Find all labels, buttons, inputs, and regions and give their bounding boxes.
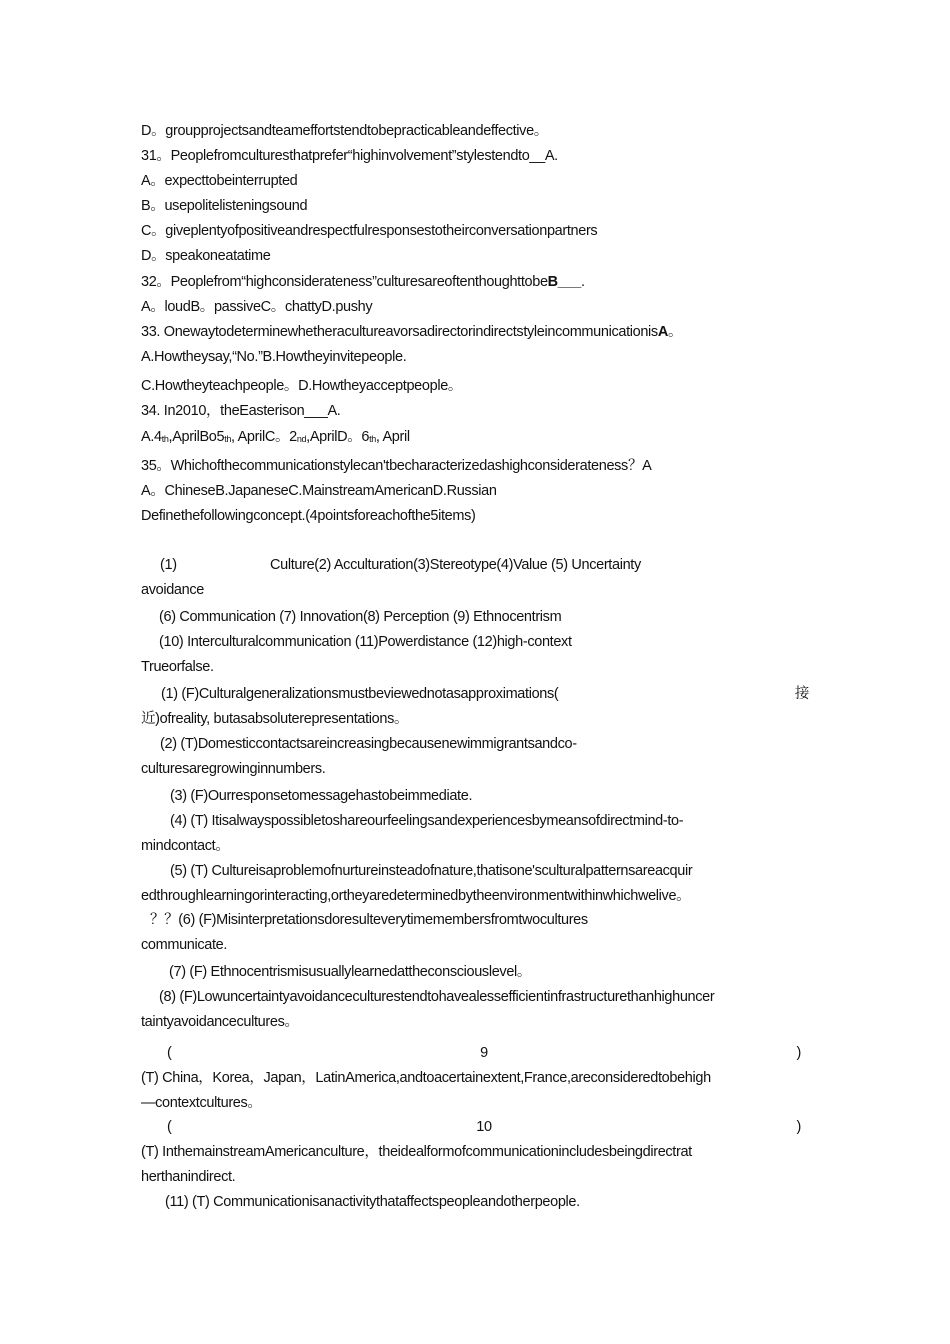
define-heading: Definethefollowingconcept.(4pointsforeachofthe5items) <box>141 508 476 524</box>
tf-item-10-number-line <box>141 1118 809 1136</box>
tf-item-9-number: 9 <box>480 1045 488 1061</box>
tf-item-1 <box>141 685 809 703</box>
q34-ordinal: th <box>161 434 169 444</box>
q34-stem: 34. In2010，theEasterison___A. <box>141 403 341 419</box>
q34-options <box>141 428 410 448</box>
q35-options: A。ChineseB.JapaneseC.MainstreamAmericanD.Russian <box>141 483 497 499</box>
q33-stem-text: 33. Onewaytodeterminewhetheracultureavorsadirectorindirectstyleincommunicationis <box>141 324 658 340</box>
tf-item-9-number-line <box>141 1044 809 1062</box>
tf-item-6: ？？(6) (F)Misinterpretationsdoresulteverytimemembersfromtwocultures <box>150 912 588 928</box>
q34-option-seg: , AprilC。2 <box>231 429 297 445</box>
tf-item-10-close: ) <box>796 1119 801 1135</box>
q32-options: A。loudB。passiveC。chattyD.pushy <box>141 299 373 315</box>
tf-item-4-continuation: mindcontact。 <box>141 838 230 854</box>
define-row2-terms: (6) Communication (7) Innovation(8) Perception (9) Ethnocentrism <box>159 609 562 625</box>
tf-item-1-right: 接 <box>794 686 809 702</box>
tf-item-5-continuation: edthroughlearningorinteracting,ortheyaredeterminedbytheenvironmentwithinwhichwelive。 <box>141 888 691 904</box>
tf-item-10: (T) InthemainstreamAmericanculture，theidealformofcommunicationincludesbeingdirectrat <box>141 1144 692 1160</box>
q30-option-d: D。groupprojectsandteameffortstendtobepracticableandeffective。 <box>141 123 548 139</box>
tf-item-2-continuation: culturesaregrowinginnumbers. <box>141 761 326 777</box>
tf-item-2: (2) (T)Domesticcontactsareincreasingbecausenewimmigrantsandco- <box>160 736 577 752</box>
q34-option-seg: , April <box>375 429 410 445</box>
q34-option-seg: A.4 <box>141 429 162 445</box>
q34-ordinal: th <box>369 434 376 444</box>
tf-item-9-continuation: —contextcultures。 <box>141 1095 262 1111</box>
tf-item-8-continuation: taintyavoidancecultures。 <box>141 1014 299 1030</box>
tf-item-4: (4) (T) Itisalwayspossibletoshareourfeelingsandexperiencesbymeansofdirectmind-to- <box>170 813 684 829</box>
define-row1-continuation: avoidance <box>141 582 204 598</box>
q33-options-1: A.Howtheysay,“No.”B.Howtheyinvitepeople. <box>141 349 407 365</box>
q32-stem <box>141 273 585 291</box>
tf-item-7: (7) (F) Ethnocentrismisusuallylearnedattheconsciouslevel。 <box>169 964 532 980</box>
q31-stem: 31。Peoplefromculturesthatprefer“highinvolvement”stylestendto__A. <box>141 148 558 164</box>
tf-item-9: (T) China，Korea，Japan，LatinAmerica,andtoacertainextent,France,areconsideredtobehigh <box>141 1070 711 1086</box>
tf-item-9-close: ) <box>796 1045 801 1061</box>
q34-option-seg: ,AprilD。6 <box>306 429 370 445</box>
tf-item-10-continuation: herthanindirect. <box>141 1169 236 1185</box>
tf-item-3: (3) (F)Ourresponsetomessagehastobeimmediate. <box>170 788 473 804</box>
q35-stem: 35。Whichofthecommunicationstylecan'tbecharacterizedashighconsiderateness？A <box>141 458 652 474</box>
q34-ordinal: nd <box>296 434 307 444</box>
q31-option-a: A。expecttobeinterrupted <box>141 173 298 189</box>
tf-heading: Trueorfalse. <box>141 659 214 675</box>
tf-item-5: (5) (T) Cultureisaproblemofnurtureinsteadofnature,thatisone'sculturalpatternsareacquir <box>170 863 693 879</box>
q33-answer: A <box>657 324 668 340</box>
q31-option-c: C。giveplentyofpositiveandrespectfulresponsestotheirconversationpartners <box>141 223 598 239</box>
q31-option-d: D。speakoneatatime <box>141 248 271 264</box>
define-row1-number: (1) <box>160 557 177 573</box>
tf-item-10-open: ( <box>167 1119 172 1135</box>
q32-stem-text: 32。Peoplefrom“highconsiderateness”culturesareoftenthoughttobe <box>141 274 548 290</box>
q33-stem <box>141 323 682 341</box>
q33-stem-end: 。 <box>667 324 683 340</box>
q34-option-seg: ,AprilBo5 <box>168 429 225 445</box>
tf-item-1-text: (1) (F)Culturalgeneralizationsmustbeviewednotasapproximations( <box>161 686 559 702</box>
define-row3-terms: (10) Interculturalcommunication (11)Powerdistance (12)high-context <box>159 634 572 650</box>
q34-ordinal: th <box>224 434 232 444</box>
tf-item-11: (11) (T) Communicationisanactivitythataffectspeopleandotherpeople. <box>165 1194 580 1210</box>
tf-item-6-continuation: communicate. <box>141 937 228 953</box>
q32-stem-end: . <box>580 274 585 290</box>
tf-item-8: (8) (F)Lowuncertaintyavoidanceculturestendtohavealessefficientinfrastructurethanhighuncer <box>159 989 715 1005</box>
q33-options-2: C.Howtheyteachpeople。D.Howtheyacceptpeople。 <box>141 378 463 394</box>
tf-item-9-open: ( <box>167 1045 172 1061</box>
q31-option-b: B。usepolitelisteningsound <box>141 198 308 214</box>
define-row1-terms: Culture(2) Acculturation(3)Stereotype(4)Value (5) Uncertainty <box>270 557 641 573</box>
q32-answer: B___ <box>547 274 581 290</box>
tf-item-10-number: 10 <box>476 1119 492 1135</box>
tf-item-1-continuation: 近)ofreality, butasabsoluterepresentations。 <box>141 711 409 727</box>
